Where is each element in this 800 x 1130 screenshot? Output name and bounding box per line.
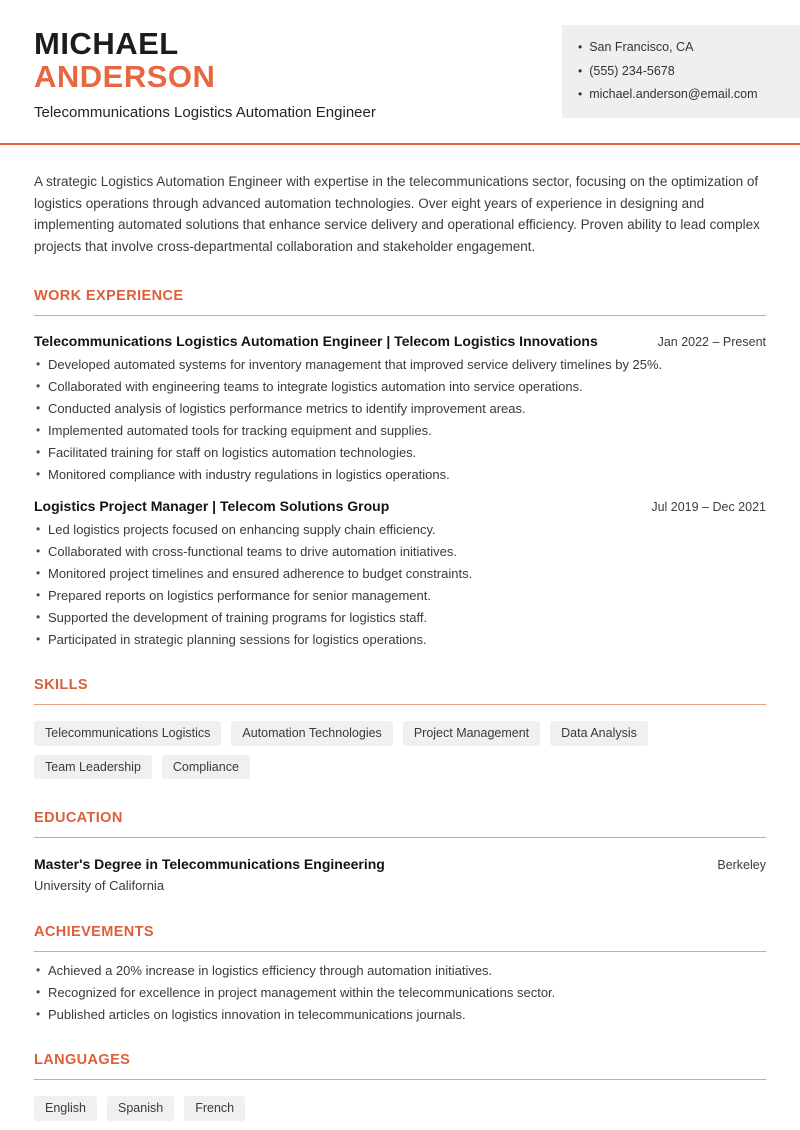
section-work-experience <box>34 288 766 646</box>
job-bullet: • Developed automated systems for inventory management that improved service delivery timelines by 25%. <box>34 358 766 371</box>
first-name: MICHAEL <box>34 26 179 61</box>
language-tag: Spanish <box>107 1096 174 1121</box>
header <box>0 0 800 121</box>
section-achievements <box>34 924 766 1021</box>
job-entry <box>34 498 766 646</box>
job-bullet: • Collaborated with engineering teams to integrate logistics automation into service operations. <box>34 380 766 393</box>
education-school: University of California <box>34 878 165 893</box>
job-bullet-list <box>34 358 766 481</box>
skill-tag: Compliance <box>162 755 250 780</box>
skill-tag-list <box>34 721 766 779</box>
achievement-bullet: • Recognized for excellence in project management within the telecommunications sector. <box>34 986 766 999</box>
contact-list <box>578 36 786 107</box>
education-degree: Master's Degree in Telecommunications Engineering <box>34 856 385 872</box>
bullet-icon: • <box>578 87 583 101</box>
language-tag: French <box>184 1096 245 1121</box>
section-title-achievements: ACHIEVEMENTS <box>34 924 766 952</box>
job-title: Logistics Project Manager | Telecom Solutions Group <box>34 498 390 514</box>
header-divider <box>0 143 800 145</box>
section-title-skills: SKILLS <box>34 677 766 705</box>
contact-phone <box>578 60 786 84</box>
job-bullet: • Supported the development of training programs for logistics staff. <box>34 611 766 624</box>
contact-location <box>578 36 786 60</box>
section-education <box>34 810 766 893</box>
job-entry <box>34 333 766 481</box>
job-bullet: • Monitored compliance with industry regulations in logistics operations. <box>34 468 766 481</box>
achievement-bullet: • Published articles on logistics innovation in telecommunications journals. <box>34 1008 766 1021</box>
skill-tag: Project Management <box>403 721 540 746</box>
language-tag-list <box>34 1096 766 1121</box>
bullet-icon: • <box>578 63 583 78</box>
skill-tag: Team Leadership <box>34 755 152 780</box>
achievement-list <box>34 964 766 1021</box>
resume-body <box>0 171 800 1121</box>
education-entry <box>34 856 766 872</box>
job-bullet: • Led logistics projects focused on enhancing supply chain efficiency. <box>34 523 766 536</box>
contact-phone-text: (555) 234-5678 <box>589 63 675 78</box>
skill-tag: Data Analysis <box>550 721 648 746</box>
job-bullet: • Conducted analysis of logistics performance metrics to identify improvement areas. <box>34 402 766 415</box>
section-title-languages: LANGUAGES <box>34 1052 766 1080</box>
job-dates: Jan 2022 – Present <box>657 335 766 349</box>
job-bullet: • Collaborated with cross-functional teams to drive automation initiatives. <box>34 545 766 558</box>
job-header <box>34 333 766 349</box>
contact-location-text: San Francisco, CA <box>589 40 694 54</box>
headline-job-title: Telecommunications Logistics Automation Engineer <box>34 104 376 121</box>
section-languages <box>34 1052 766 1121</box>
bullet-icon: • <box>578 40 583 54</box>
contact-email <box>578 83 786 107</box>
job-dates: Jul 2019 – Dec 2021 <box>651 500 766 514</box>
job-header <box>34 498 766 514</box>
achievement-bullet: • Achieved a 20% increase in logistics efficiency through automation initiatives. <box>34 964 766 977</box>
skill-tag: Telecommunications Logistics <box>34 721 221 746</box>
education-location: Berkeley <box>717 858 766 872</box>
job-bullet: • Implemented automated tools for tracking equipment and supplies. <box>34 424 766 437</box>
job-bullet: • Prepared reports on logistics performance for senior management. <box>34 589 766 602</box>
job-bullet: • Participated in strategic planning sessions for logistics operations. <box>34 633 766 646</box>
language-tag: English <box>34 1096 97 1121</box>
job-bullet: • Monitored project timelines and ensured adherence to budget constraints. <box>34 567 766 580</box>
section-title-work-experience: WORK EXPERIENCE <box>34 288 766 316</box>
section-title-education: EDUCATION <box>34 810 766 838</box>
section-skills <box>34 677 766 779</box>
contact-email-text: michael.anderson@email.com <box>589 87 758 101</box>
skill-tag: Automation Technologies <box>231 721 392 746</box>
last-name: ANDERSON <box>34 59 216 94</box>
contact-box <box>562 25 800 118</box>
job-bullet-list <box>34 523 766 646</box>
summary-paragraph: A strategic Logistics Automation Engineer with expertise in the telecommunications sector, focusing on the optimization of logistics operations through advanced automation technologies. Over eight years of experience in designing and implementing automated solutions that enhance service delivery and operational efficiency. Proven ability to lead complex projects that involve cross-departmental collaboration and stakeholder engagement. <box>34 174 760 254</box>
job-bullet: • Facilitated training for staff on logistics automation technologies. <box>34 446 766 459</box>
job-title: Telecommunications Logistics Automation Engineer | Telecom Logistics Innovations <box>34 333 598 349</box>
